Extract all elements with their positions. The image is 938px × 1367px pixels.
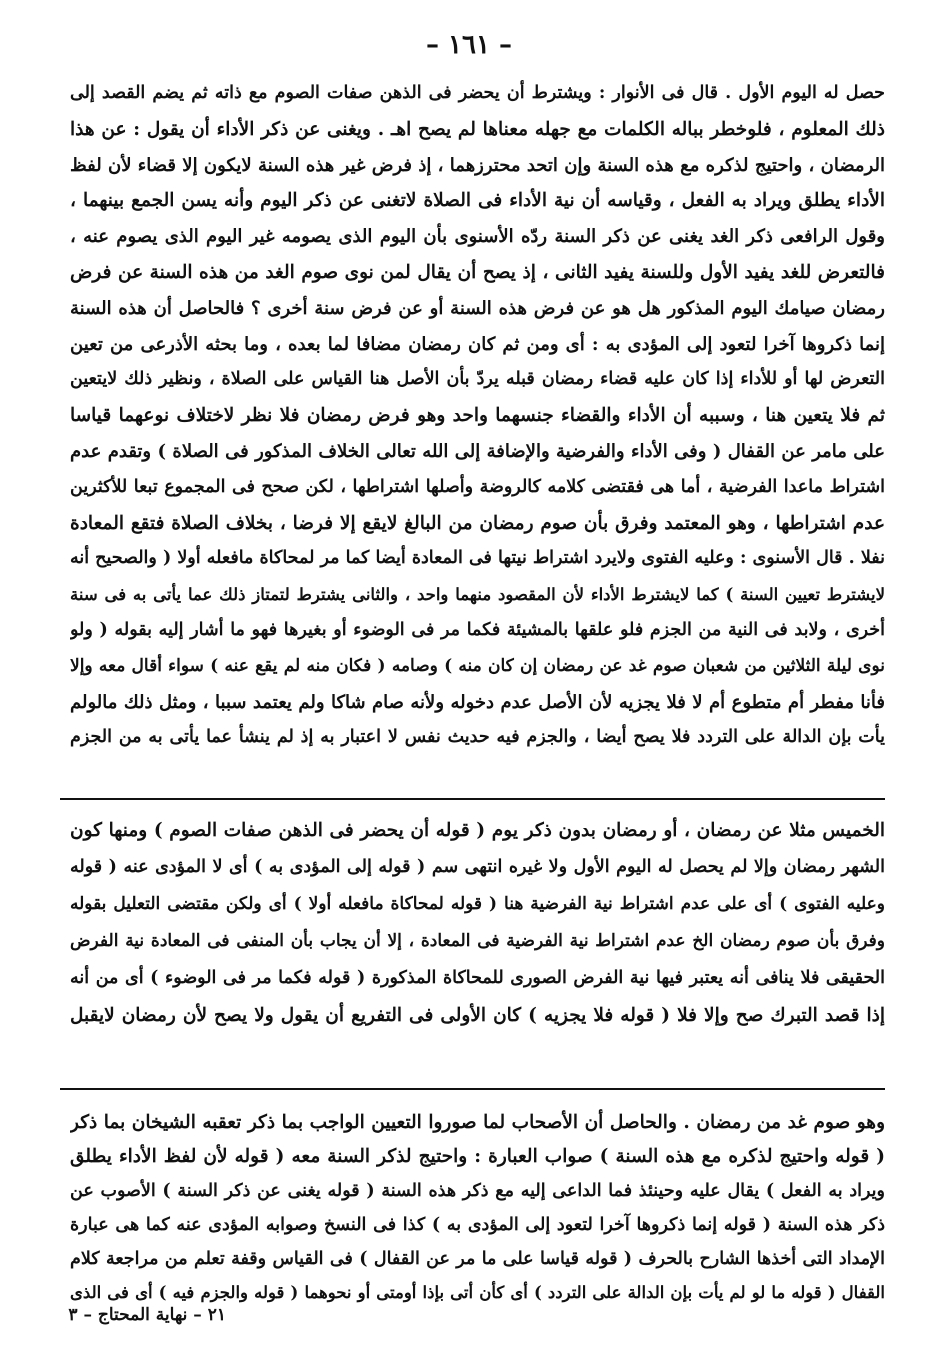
- main-text-line: ثم فلا يتعين هنا ، وسببه أن الأداء والقضاء جنسهما واحد وهو فرض رمضان فلا نظر لاختلاف نوعهما قياسا: [70, 405, 885, 427]
- main-text-line: يأت بإن الدالة على التردد فلا يصح أيضا ، والجزم فيه حديث نفس لا اعتبار به إذ لم ينشأ عما يأتى به من الجزم: [70, 727, 885, 748]
- commentary-line: الحقيقى فلا ينافى أنه يعتبر فيها نية الفرض الصورى للمحاكاة المذكورة ( قوله فكما مر فى الوضوء ) أى من أنه: [70, 968, 885, 988]
- page-number: – ١٦١ –: [425, 30, 513, 60]
- main-text-line: فالتعرض للغد يفيد الأول وللسنة يفيد الثانى ، إذ يصح أن يقال لمن نوى صوم الغد من هذه السنة عن فرض: [70, 261, 885, 283]
- main-text-line: اشتراط ماعدا الفرضية ، أما هى فقتضى كلامه كالروضة وأصلها اشتراطها ، لكن صحح فى المجموع تبعا للأكثرين: [70, 476, 885, 497]
- main-text-line: وقول الرافعى ذكر الغد يغنى عن ذكر السنة ردّه الأسنوى بأن اليوم الذى يصومه غير اليوم الذى يصوم عنه ،: [70, 226, 885, 248]
- main-text-line: على مامر عن القفال ( وفى الأداء والفرضية والإضافة إلى الله تعالى الخلاف المذكور فى الصلاة ) وتقدم عدم: [70, 440, 885, 462]
- commentary-line: الخميس مثلا عن رمضان ، أو رمضان بدون ذكر يوم ( قوله أن يحضر فى الذهن صفات الصوم ) ومنها كون: [70, 820, 885, 841]
- commentary-line: القفال ( قوله ما لو لم يأت بإن الدالة على التردد ) أى كأن أتى بإذا أومتى أو نحوهما ( قوله والجزم فيه ) أى فى الذى: [70, 1283, 885, 1302]
- commentary-line: إذا قصد التبرك صح وإلا فلا ( قوله فلا يجزيه ) كان الأولى فى التفريع أن يقول ولا يصح لأن رمضان لايقبل: [70, 1005, 885, 1026]
- main-text-line: رمضان صيامك اليوم المذكور هل هو عن فرض هذه السنة أو عن فرض سنة أخرى ؟ فالحاصل أن هذه السنة: [70, 297, 885, 319]
- printer-signature: ٢١ – نهاية المحتاج – ٣: [68, 1305, 226, 1325]
- main-text-line: الرمضان ، واحتيج لذكره مع هذه السنة وإن اتحد محترزهما ، إذ فرض غير هذه السنة لايكون إلا قضاء لأن لفظ: [70, 154, 885, 176]
- commentary-line: الإمداد التى أخذها الشارح بالحرف ( قوله قياسا على ما مر عن القفال ) فى القياس وقفة تعلم من مراجعة كلام: [70, 1249, 885, 1269]
- commentary-line: وهو صوم غد من رمضان . والحاصل أن الأصحاب لما صوروا التعيين الواجب بما ذكر تعقبه الشيخان بما ذكر: [70, 1112, 885, 1133]
- section-divider: [60, 1088, 885, 1090]
- main-text-line: إنما ذكروها آخرا لتعود إلى المؤدى به : أى ومن ثم كان رمضان مضافا لما بعده ، وما بحثه الأذرعى من تعين: [70, 333, 885, 355]
- main-text-line: لايشترط تعيين السنة ) كما لايشترط الأداء لأن المقصود منهما واحد ، والثانى يشترط لتمتاز ذلك عما يأتى به فى سنة: [70, 585, 885, 605]
- main-text-line: الأداء يطلق ويراد به الفعل ، وقياسه أن نية الأداء فى الصلاة لاتغنى عن ذكر اليوم وأنه يسن الجمع بينهما ،: [70, 190, 885, 212]
- commentary-line: وفرق بأن صوم رمضان الخ عدم اشتراط نية الفرضية فى المعادة ، إلا أن يجاب بأن المنفى فى المعادة نية الفرض: [70, 931, 885, 951]
- main-text-line: نوى ليلة الثلاثين من شعبان صوم غد عن رمضان إن كان منه ) وصامه ( فكان منه لم يقع عنه ) سواء أقال معه وإلا: [70, 655, 885, 676]
- main-text-line: فأنا مفطر أم متطوع أم لا فلا يجزيه لأن الأصل عدم دخوله ولأنه صام شاكا ولم يعتمد سببا ، ومثل ذلك مالولم: [70, 691, 885, 713]
- first-commentary: [70, 812, 885, 1034]
- main-text: [70, 76, 885, 756]
- commentary-line: ذكر هذه السنة ( قوله إنما ذكروها آخرا لتعود إلى المؤدى به ) كذا فى النسخ وصوابه المؤدى عنه كما هى عبارة: [70, 1215, 885, 1235]
- main-text-line: التعرض لها أو للأداء إذا كان عليه قضاء رمضان قبله يردّ بأن الأصل هنا القياس على الصلاة ، ونظير ذلك لايتعين: [70, 369, 885, 390]
- main-text-line: عدم اشتراطها ، وهو المعتمد وفرق بأن صوم رمضان من البالغ لايقع إلا فرضا ، بخلاف الصلاة فتقع المعادة: [70, 512, 885, 534]
- commentary-line: وعليه الفتوى ) أى على عدم اشتراط نية الفرضية هنا ( قوله لمحاكاة مافعله أولا ) أى ولكن مقتضى التعليل بقوله: [70, 894, 885, 914]
- commentary-line: ( قوله واحتيج لذكره مع هذه السنة ) صواب العبارة : واحتيج لذكر السنة معه ( قوله لأن لفظ الأداء يطلق: [70, 1146, 885, 1167]
- second-commentary: [70, 1106, 885, 1310]
- main-text-line: حصل له اليوم الأول . قال فى الأنوار : ويشترط أن يحضر فى الذهن صفات الصوم مع ذاته ثم يضم القصد إلى: [70, 83, 885, 103]
- main-text-line: نفلا . قال الأسنوى : وعليه الفتوى ولايرد اشتراط نيتها فى المعادة أيضا كما مر لمحاكاة مافعله أولا ( والصحيح أنه: [70, 548, 885, 569]
- main-text-line: أخرى ، ولابد فى النية من الجزم فلو علقها بالمشيئة فكما مر فى الوضوء أو بغيرها فهو ما أشار إليه بقوله ( ولو: [70, 619, 885, 640]
- section-divider: [60, 798, 885, 800]
- commentary-line: ويراد به الفعل ) يقال عليه وحينئذ فما الداعى إليه مع ذكر هذه السنة ( قوله يغنى عن ذكر السنة ) الأصوب عن: [70, 1181, 885, 1201]
- main-text-line: ذلك المعلوم ، فلوخطر بباله الكلمات مع جهله معناها لم يصح اهـ . ويغنى عن ذكر الأداء أن يقول : عن هذا: [70, 118, 885, 140]
- commentary-line: الشهر رمضان وإلا لم يحصل له اليوم الأول ولا غيره انتهى سم ( قوله إلى المؤدى به ) أى لا المؤدى عنه ( قوله: [70, 857, 885, 877]
